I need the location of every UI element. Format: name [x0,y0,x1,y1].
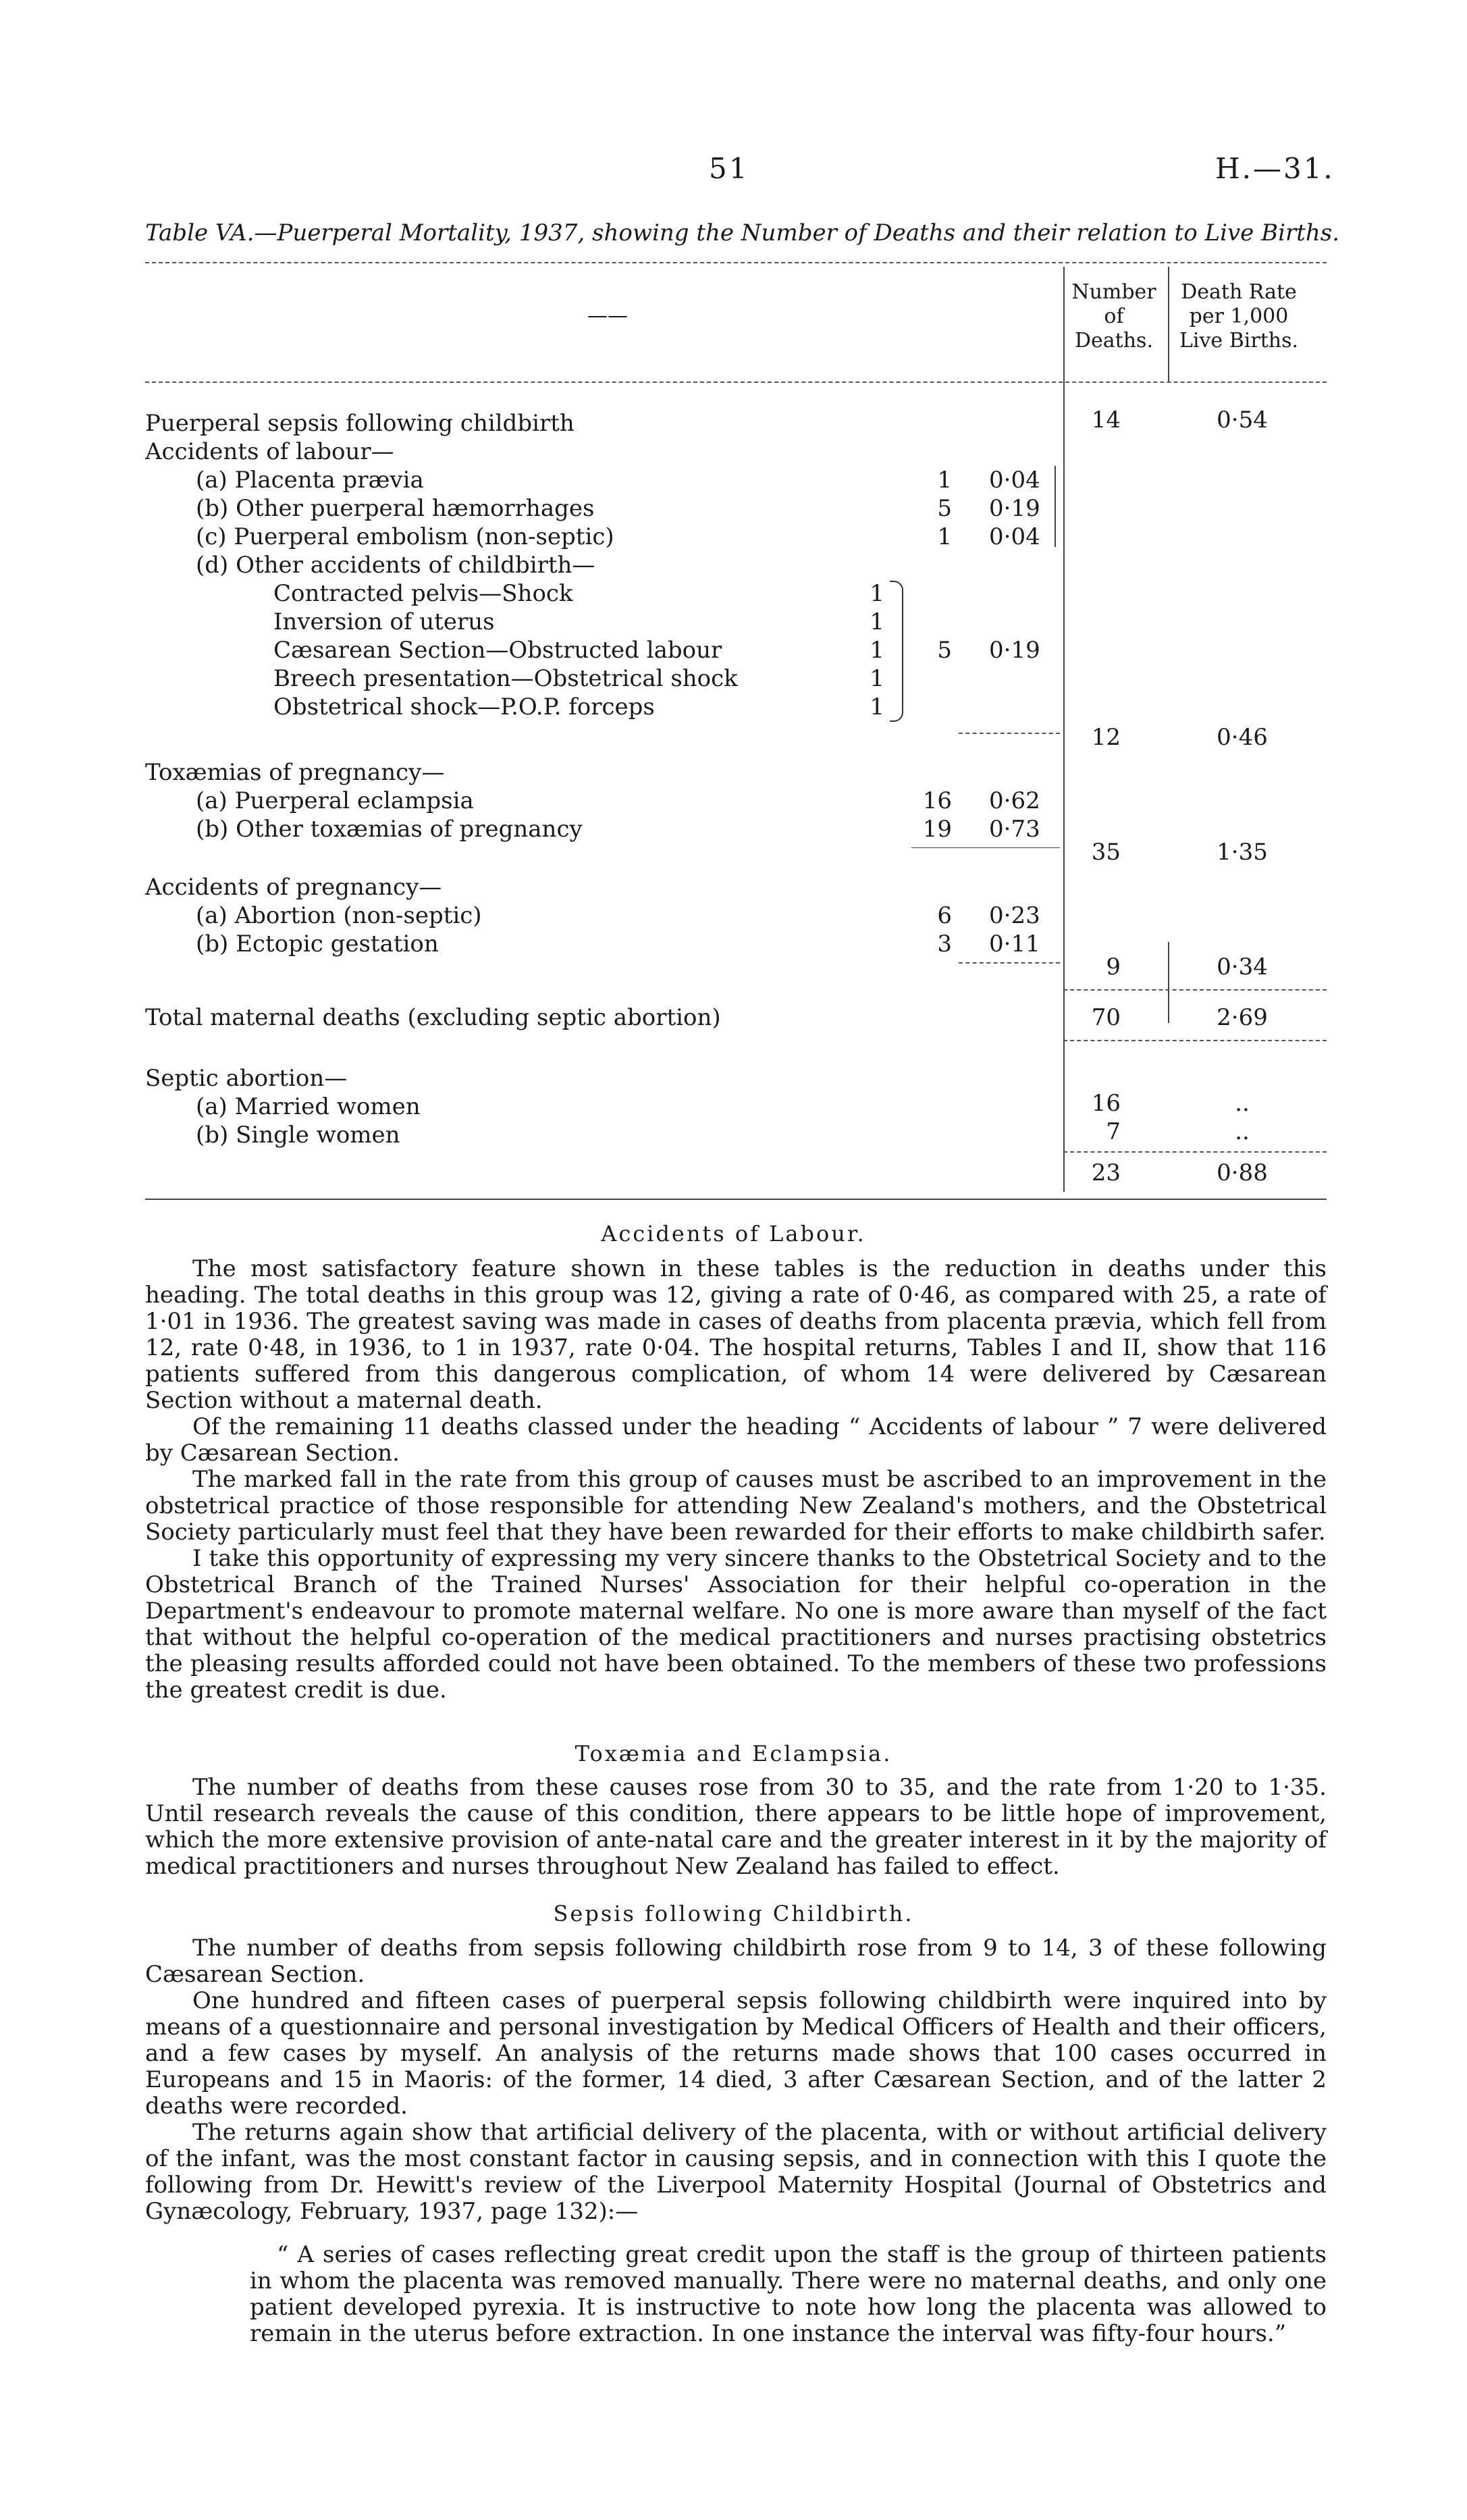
subtotal-rate: 0·88 [1217,1159,1268,1186]
row-label: (b) Ectopic gestation [196,930,439,957]
table-top-rule [145,262,1327,263]
rate-column-left-rule [1168,267,1169,382]
paragraph: The returns again show that artificial delivery of the placenta, with or without artificial delivery of the infant, was the most constant factor in causing sepsis, and in connection with this I quote the following from Dr. Hewitt's review of the Liverpool Maternity Hospital (Journal of Obstetrics and Gynæcology, February, 1937, page 132):— [145,2119,1327,2225]
row-label: Septic abortion— [145,1065,348,1092]
row-deaths: 16 [1091,1090,1121,1117]
group-rate-partial: 0·19 [989,637,1040,664]
paragraph: The most satisfactory feature shown in these tables is the reduction in deaths under this heading. The total deaths in this group was 12, giving a rate of 0·46, as compared with 25, a rate of 1·01 in 1936. The greatest saving was made in cases of deaths from placenta prævia, which fell from 12, rate 0·48, in 1936, to 1 in 1937, rate 0·04. The hospital returns, Tables I and II, show that 116 patients suffered from this dangerous complication, of whom 14 were delivered by Cæsarean Section without a maternal death. [145,1255,1327,1414]
row-label: (b) Single women [196,1122,400,1149]
row-count: 1 [870,608,884,635]
rate-column-left-rule [1168,942,1169,1023]
paragraph: Of the remaining 11 deaths classed under the heading “ Accidents of labour ” 7 were delivered by Cæsarean Section. [145,1413,1327,1467]
row-rate-partial: 0·11 [989,930,1040,957]
row-count: 1 [870,580,884,607]
row-count: 6 [937,902,952,929]
section-body [145,1256,1327,1704]
row-label: (a) Abortion (non-septic) [196,902,482,929]
row-label: Inversion of uterus [273,608,495,635]
total-label: Total maternal deaths (excluding septic abortion) [145,1004,721,1031]
row-count: 16 [922,787,952,814]
paragraph: One hundred and fifteen cases of puerperal sepsis following childbirth were inquired into by means of a questionnaire and personal investigation by Medical Officers of Health and their officers, and a few cases by myself. An analysis of the returns made shows that 100 cases occurred in Europeans and 15 in Maoris: of the former, 14 died, 3 after Cæsarean Section, and of the latter 2 deaths were recorded. [145,1987,1327,2120]
rate-column-header: Death Rate per 1,000 Live Births. [1179,280,1299,352]
subtotal-rate: 0·34 [1217,953,1268,980]
row-rate-partial: 0·23 [989,902,1040,929]
paragraph: The number of deaths from sepsis following childbirth rose from 9 to 14, 3 of these following Cæsarean Section. [145,1935,1327,1988]
row-label: Accidents of pregnancy— [145,874,442,901]
row-label: Contracted pelvis—Shock [273,580,573,607]
row-label: Breech presentation—Obstetrical shock [273,665,738,692]
paragraph: I take this opportunity of expressing my very sincere thanks to the Obstetrical Society and to the Obstetrical Branch of the Trained Nurses' Association for their helpful co-operation in the Department's endeavour to promote maternal welfare. No one is more aware than myself of the fact that without the helpful co-operation of the medical practitioners and nurses practising obstetrics the pleasing results afforded could not have been obtained. To the members of these two professions the greatest credit is due. [145,1545,1327,1704]
deaths-column-left-rule [1063,267,1065,1192]
section-body [145,1935,1327,2225]
subtotal-deaths: 12 [1091,724,1121,751]
row-rate-partial: 0·19 [989,495,1040,522]
table-bottom-rule [145,1199,1327,1200]
row-rate-partial: 0·04 [989,523,1040,550]
group-brace [890,581,903,722]
row-deaths: 14 [1091,406,1121,434]
total-bottom-rule [1063,1040,1327,1041]
row-label: Obstetrical shock—P.O.P. forceps [273,693,655,720]
row-rate: .. [1235,1090,1250,1117]
subtotal-rate: 1·35 [1217,839,1268,866]
total-rate: 2·69 [1217,1004,1268,1031]
row-label: (a) Married women [196,1093,421,1120]
row-count: 1 [870,637,884,664]
row-count: 1 [870,665,884,692]
row-label: (d) Other accidents of childbirth— [196,552,595,579]
header-bottom-rule [145,382,1327,383]
row-label: (b) Other toxæmias of pregnancy [196,816,583,843]
section-body [145,1775,1327,1880]
subtotal-rule [1063,1151,1327,1153]
section-heading: Sepsis following Childbirth. [553,1901,914,1926]
subtotal-deaths: 23 [1091,1159,1121,1186]
subtotal-rule [959,733,1060,734]
row-rate-partial: 0·73 [989,816,1040,843]
subtotal-rule [911,847,1060,848]
paragraph: The marked fall in the rate from this group of causes must be ascribed to an improvement in the obstetrical practice of those responsible for attending New Zealand's mothers, and the Obstetrical Society particularly must feel that they have been rewarded for their efforts to make childbirth safer. [145,1466,1327,1546]
document-reference: H.—31. [1215,152,1335,185]
row-count: 1 [870,693,884,720]
row-count: 1 [937,523,952,550]
section-heading: Accidents of Labour. [601,1221,866,1246]
group-count: 5 [937,637,952,664]
row-label: Cæsarean Section—Obstructed labour [273,637,722,664]
blank-column-header: —— [587,304,628,327]
row-deaths: 7 [1106,1118,1121,1145]
total-top-rule [1063,989,1327,991]
subtotal-rate: 0·46 [1217,724,1268,751]
row-label: Toxæmias of pregnancy— [145,759,445,786]
row-rate: 0·54 [1217,406,1268,434]
row-label: (a) Puerperal eclampsia [196,787,474,814]
paragraph: The number of deaths from these causes rose from 30 to 35, and the rate from 1·20 to 1·35. Until research reveals the cause of this condition, there appears to be little hope of improvement, which the more extensive provision of ante-natal care and the greater interest in it by the majority of medical practitioners and nurses throughout New Zealand has failed to effect. [145,1774,1327,1880]
subtotal-deaths: 9 [1106,953,1121,980]
row-rate-partial: 0·62 [989,787,1040,814]
deaths-column-header: Number of Deaths. [1071,280,1156,352]
quote-text: “ A series of cases reflecting great credit upon the staff is the group of thirteen patients in whom the placenta was removed manually. There were no maternal deaths, and only one patient developed pyrexia. It is instructive to note how long the placenta was allowed to remain in the uterus before extraction. In one instance the interval was fifty-four hours.” [250,2241,1327,2347]
row-label: (c) Puerperal embolism (non-septic) [196,523,614,550]
subtotal-deaths: 35 [1091,839,1121,866]
row-label: Puerperal sepsis following childbirth [145,410,575,437]
row-rate: .. [1235,1118,1250,1145]
partial-group-rule [1055,466,1056,547]
subtotal-rule [959,962,1060,964]
row-count: 3 [937,930,952,957]
row-label: Accidents of labour— [145,438,394,465]
block-quote [250,2242,1327,2347]
total-deaths: 70 [1091,1004,1121,1031]
page-number: 51 [709,152,749,185]
row-count: 19 [922,816,952,843]
table-caption: Table VA.—Puerperal Mortality, 1937, showing the Number of Deaths and their relation to Live Births. [145,219,1340,246]
row-label: (a) Placenta prævia [196,467,424,494]
row-count: 5 [937,495,952,522]
section-heading: Toxæmia and Eclampsia. [575,1741,892,1766]
row-rate-partial: 0·04 [989,467,1040,494]
row-label: (b) Other puerperal hæmorrhages [196,495,595,522]
row-count: 1 [937,467,952,494]
